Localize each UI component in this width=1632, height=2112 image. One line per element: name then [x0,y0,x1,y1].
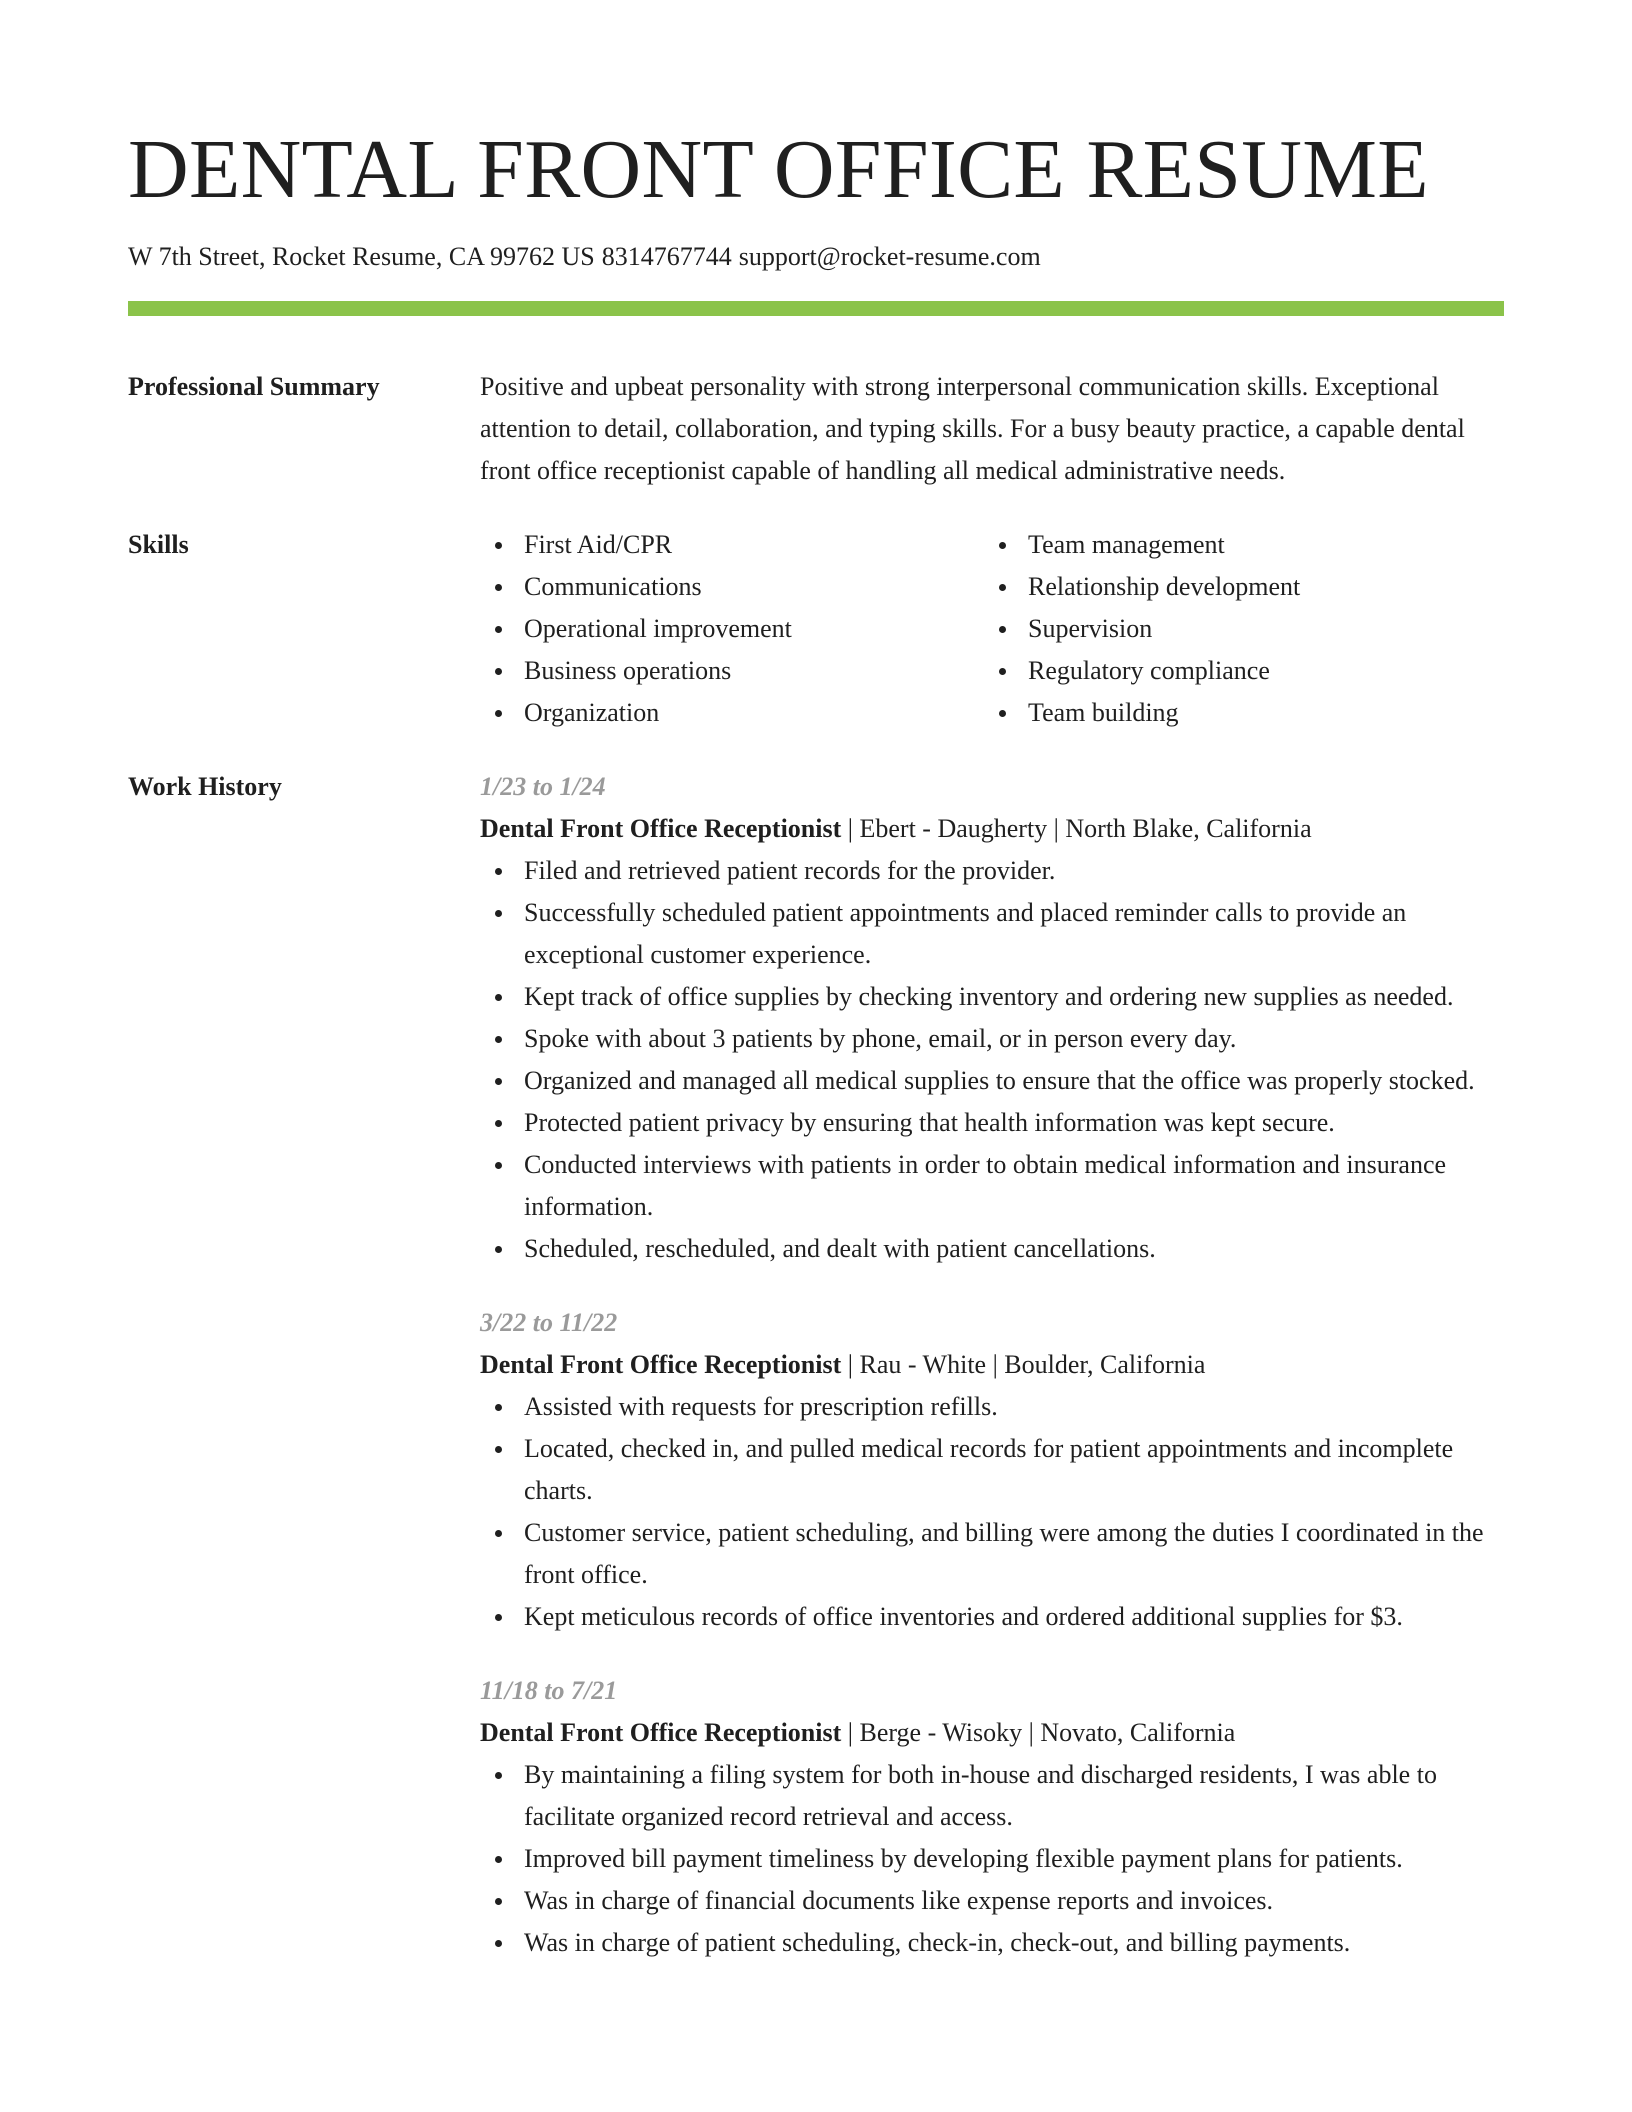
duty-item: Spoke with about 3 patients by phone, email, or in person every day. [480,1018,1504,1060]
duty-item: Conducted interviews with patients in order to obtain medical information and insurance information. [480,1144,1504,1228]
skill-item: Supervision [984,608,1488,650]
duty-item: Customer service, patient scheduling, and billing were among the duties I coordinated in the front office. [480,1512,1504,1596]
duty-item: Was in charge of financial documents like expense reports and invoices. [480,1880,1504,1922]
contact-email: support@rocket-resume.com [738,242,1041,271]
duty-item: Kept track of office supplies by checking inventory and ordering new supplies as needed. [480,976,1504,1018]
job-header [480,808,1504,850]
work-history-section [128,766,1504,1964]
skill-item: Relationship development [984,566,1488,608]
section-label-work-history: Work History [128,772,282,801]
job-duties [480,850,1504,1270]
resume-title: DENTAL FRONT OFFICE RESUME [128,123,1429,216]
skill-item: Business operations [480,650,984,692]
job-title: Dental Front Office Receptionist [480,814,842,843]
job-employer-location: | Berge - Wisoky | Novato, California [841,1718,1236,1747]
skills-section [128,524,1504,734]
job-dates: 11/18 to 7/21 [480,1676,618,1705]
job-dates: 3/22 to 11/22 [480,1308,618,1337]
skills-column-1 [480,524,984,734]
skill-item: Operational improvement [480,608,984,650]
skill-item: Regulatory compliance [984,650,1488,692]
job-employer-location: | Rau - White | Boulder, California [841,1350,1206,1379]
job-header [480,1344,1504,1386]
duty-item: Located, checked in, and pulled medical records for patient appointments and incomplete charts. [480,1428,1504,1512]
duty-item: Was in charge of patient scheduling, check-in, check-out, and billing payments. [480,1922,1504,1964]
contact-line [128,236,1504,278]
duty-item: Protected patient privacy by ensuring that health information was kept secure. [480,1102,1504,1144]
job-duties [480,1386,1504,1638]
accent-divider [128,301,1504,316]
duty-item: Filed and retrieved patient records for the provider. [480,850,1504,892]
job-entry [480,766,1504,1270]
job-employer-location: | Ebert - Daugherty | North Blake, California [841,814,1312,843]
skill-item: First Aid/CPR [480,524,984,566]
skill-item: Team building [984,692,1488,734]
contact-address: W 7th Street, Rocket Resume, CA 99762 US [128,242,595,271]
skill-item: Team management [984,524,1488,566]
job-header [480,1712,1504,1754]
duty-item: By maintaining a filing system for both in-house and discharged residents, I was able to facilitate organized record retrieval and access. [480,1754,1504,1838]
professional-summary-section [128,366,1504,492]
job-duties [480,1754,1504,1964]
skills-column-2 [984,524,1488,734]
skill-item: Communications [480,566,984,608]
section-label-skills: Skills [128,530,189,559]
contact-phone: 8314767744 [601,242,732,271]
work-history-list [480,766,1504,1964]
skills-grid [480,524,1504,734]
resume-page [128,118,1504,1964]
skill-item: Organization [480,692,984,734]
job-title: Dental Front Office Receptionist [480,1350,842,1379]
job-entry [480,1670,1504,1964]
duty-item: Improved bill payment timeliness by developing flexible payment plans for patients. [480,1838,1504,1880]
job-entry [480,1302,1504,1638]
duty-item: Organized and managed all medical supplies to ensure that the office was properly stocked. [480,1060,1504,1102]
job-title: Dental Front Office Receptionist [480,1718,842,1747]
duty-item: Successfully scheduled patient appointments and placed reminder calls to provide an exceptional customer experience. [480,892,1504,976]
duty-item: Scheduled, rescheduled, and dealt with patient cancellations. [480,1228,1504,1270]
job-dates: 1/23 to 1/24 [480,772,606,801]
section-label-summary: Professional Summary [128,372,380,401]
duty-item: Kept meticulous records of office inventories and ordered additional supplies for $3. [480,1596,1504,1638]
duty-item: Assisted with requests for prescription refills. [480,1386,1504,1428]
summary-text: Positive and upbeat personality with strong interpersonal communication skills. Exceptional attention to detail, collaboration, and typing skills. For a busy beauty practice, a capable dental front office receptionist capable of handling all medical administrative needs. [480,372,1465,485]
